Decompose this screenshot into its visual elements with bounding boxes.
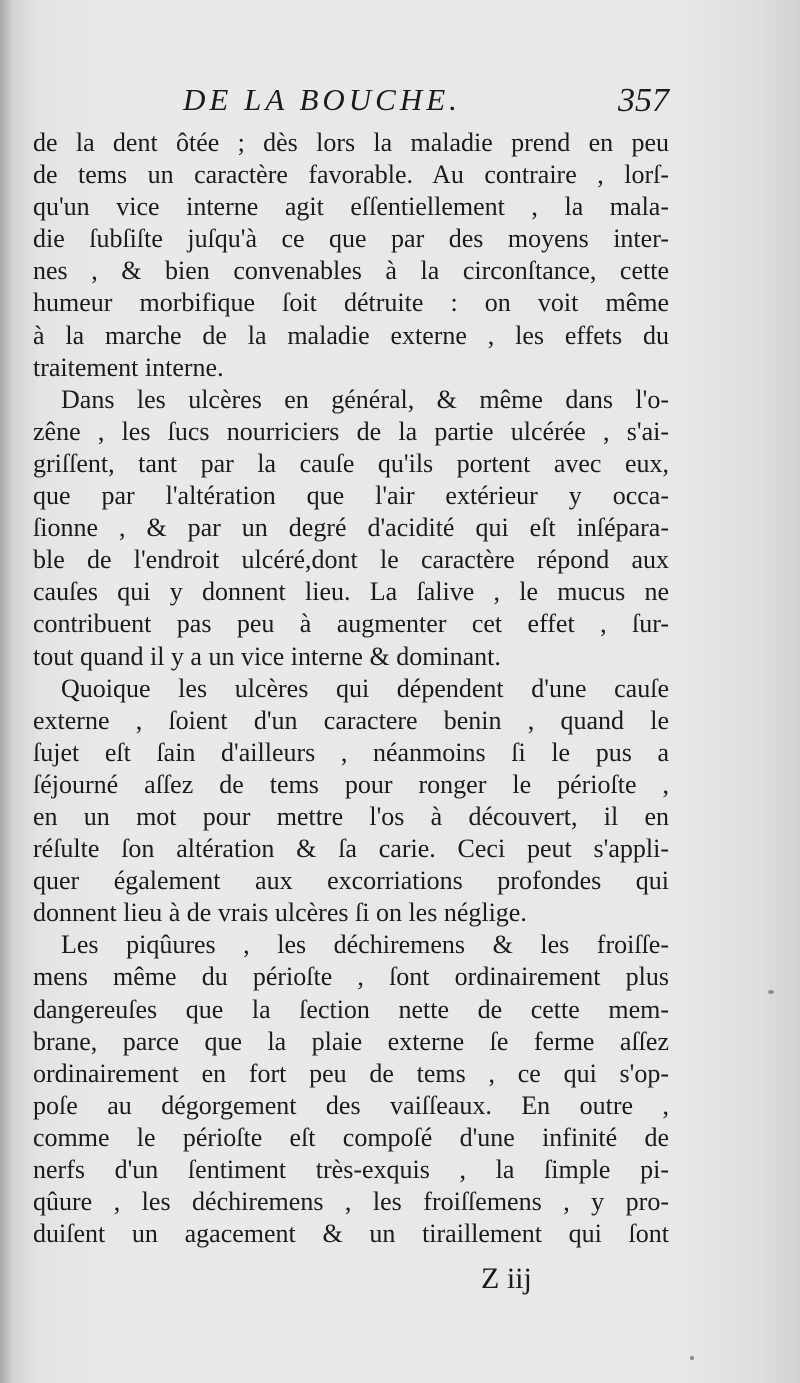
text-line: Les piqûures , les déchiremens & les froiſſe-: [61, 930, 669, 960]
text-line: griſſent, tant par la cauſe qu'ils portent avec eux,: [33, 448, 669, 478]
text-line: donnent lieu à de vrais ulcères ſi on les néglige.: [33, 898, 527, 928]
text-line: Dans les ulcères en général, & même dans l'o-: [61, 384, 669, 414]
text-line: ordinairement en fort peu de tems , ce qui s'op-: [33, 1058, 669, 1088]
text-line: ble de l'endroit ulcéré,dont le caractère répond aux: [33, 545, 669, 575]
text-line: comme le périoſte eſt compoſé d'une infinité de: [33, 1122, 669, 1152]
text-line: réſulte ſon altération & ſa carie. Ceci peut s'appli-: [33, 834, 669, 864]
text-line: poſe au dégorgement des vaiſſeaux. En outre ,: [33, 1090, 669, 1120]
text-line: cauſes qui y donnent lieu. La ſalive , le mucus ne: [33, 577, 669, 607]
text-line: dangereuſes que la ſection nette de cette mem-: [33, 994, 669, 1024]
text-line: humeur morbifique ſoit détruite : on voit même: [33, 288, 669, 318]
text-line: nerfs d'un ſentiment très-exquis , la ſimple pi-: [33, 1155, 669, 1184]
text-line: externe , ſoient d'un caractere benin , quand le: [33, 705, 669, 735]
text-line: mens même du périoſte , ſont ordinairement plus: [33, 962, 669, 992]
paper-speck: [690, 1356, 694, 1360]
text-line: nes , & bien convenables à la circonſtance, cette: [33, 256, 669, 286]
text-line: que par l'altération que l'air extérieur y occa-: [33, 481, 669, 511]
paper-speck: [768, 990, 774, 994]
text-line: tout quand il y a un vice interne & dominant.: [33, 641, 501, 671]
running-title: DE LA BOUCHE.: [183, 82, 461, 117]
body-text: [33, 127, 669, 1250]
text-line: traitement interne.: [33, 352, 224, 382]
text-line: ſujet eſt ſain d'ailleurs , néanmoins ſi le pus a: [33, 737, 669, 767]
page-gutter-shadow: [0, 0, 10, 1383]
text-line: ſionne , & par un degré d'acidité qui eſt inſépara-: [33, 513, 669, 543]
text-line: quer également aux excorriations profondes qui: [33, 866, 669, 896]
text-line: duiſent un agacement & un tiraillement qui ſont: [33, 1219, 669, 1249]
text-line: de tems un caractère favorable. Au contraire , lorſ-: [33, 160, 669, 190]
text-line: ſéjourné aſſez de tems pour ronger le périoſte ,: [33, 769, 669, 799]
text-line: contribuent pas peu à augmenter cet effet , ſur-: [33, 609, 669, 639]
text-line: de la dent ôtée ; dès lors la maladie prend en peu: [33, 128, 669, 157]
text-line: Quoique les ulcères qui dépendent d'une cauſe: [61, 673, 669, 703]
page-number: 357: [618, 82, 669, 119]
running-head: [33, 78, 669, 124]
signature-mark: Z iij: [481, 1262, 532, 1295]
text-line: en un mot pour mettre l'os à découvert, il en: [33, 801, 669, 831]
text-line: zêne , les ſucs nourriciers de la partie ulcérée , s'ai-: [33, 416, 669, 446]
text-line: qu'un vice interne agit eſſentiellement , la mala-: [33, 192, 669, 222]
text-line: qûure , les déchiremens , les froiſſemens , y pro-: [33, 1187, 669, 1217]
text-line: brane, parce que la plaie externe ſe ferme aſſez: [33, 1026, 669, 1056]
text-line: à la marche de la maladie externe , les effets du: [33, 320, 669, 350]
text-line: die ſubſiſte juſqu'à ce que par des moyens inter-: [33, 224, 669, 254]
